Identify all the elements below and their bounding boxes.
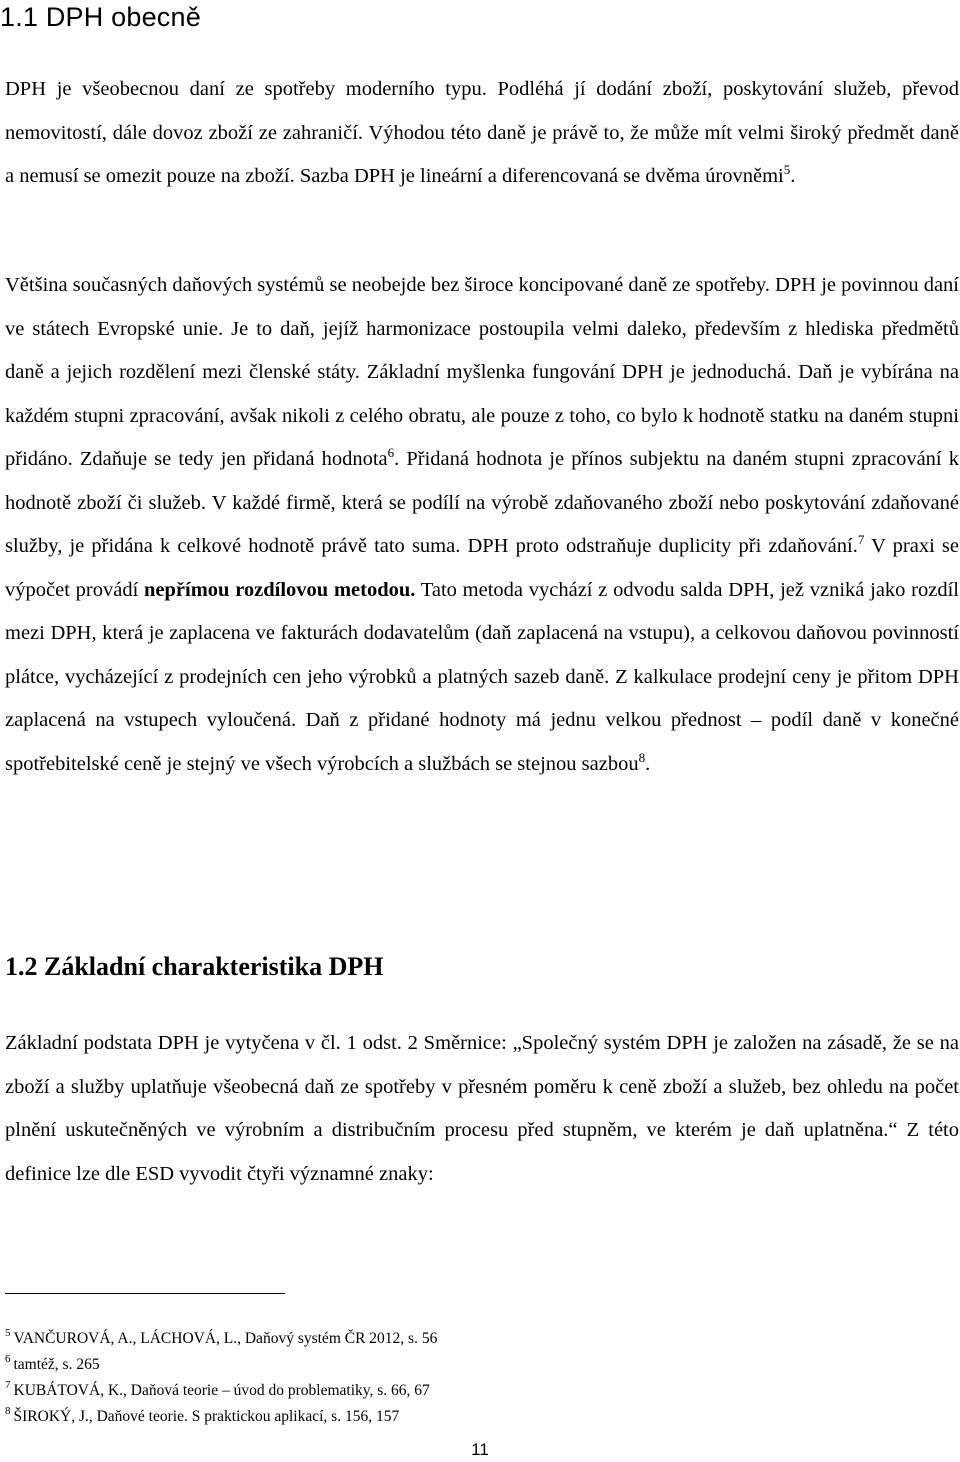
footnote-text: ŠIROKÝ, J., Daňové teorie. S praktickou aplikací, s. 156, 157 — [13, 1408, 400, 1425]
footnote-number: 7 — [5, 1379, 11, 1391]
footnote-8 — [5, 1404, 945, 1430]
footnote-5 — [5, 1326, 945, 1352]
section-heading-1-2: 1.2 Základní charakteristika DPH — [5, 952, 384, 981]
bold-term: nepřímou rozdílovou metodou. — [144, 578, 416, 601]
paragraph-text: . — [790, 165, 796, 187]
paragraph-dph-intro — [5, 68, 959, 199]
paragraph-characteristics: Základní podstata DPH je vytyčena v čl. 1 odst. 2 Směrnice: „Společný systém DPH je založen na zásadě, že se na zboží a služby uplatňuje všeobecná daň ze spotřeby v přesném poměru k ceně zboží a služeb, bez ohledu na počet plnění uskutečněných ve výrobním a distribučním procesu před stupněm, ve kterém je daň uplatněna.“ Z této definice lze dle ESD vyvodit čtyři významné znaky: — [5, 1032, 959, 1185]
paragraph-dph-system — [5, 264, 959, 786]
paragraph-text: V praxi se výpočet provádí — [5, 535, 959, 601]
paragraph-text: . Přidaná hodnota je přínos subjektu na daném stupni zpracování k hodnotě zboží či služeb. V každé firmě, která se podílí na výrobě zdaňovaného zboží nebo poskytování zdaňované služby, je přidána k celkové hodnotě právě tato suma. DPH proto odstraňuje duplicity při zdaňování. — [5, 448, 959, 557]
footnotes — [5, 1326, 945, 1430]
paragraph-text: Většina současných daňových systémů se neobejde bez široce koncipované daně ze spotřeby. DPH je povinnou daní ve státech Evropské unie. Je to daň, jejíž harmonizace postoupila velmi daleko, především z hlediska předmětů daně a jejich rozdělení mezi členské státy. Základní myšlenka fungování DPH je jednoduchá. Daň je vybírána na každém stupni zpracování, avšak nikoli z celého obratu, ale pouze z toho, co bylo k hodnotě statku na daném stupni přidáno. Zdaňuje se tedy jen přidaná hodnota — [5, 274, 959, 470]
footnote-ref-8[interactable]: 8 — [638, 749, 646, 765]
paragraph-text: Tato metoda vychází z odvodu salda DPH, jež vzniká jako rozdíl mezi DPH, která je zaplacena ve fakturách dodavatelům (daň zaplacená na vstupu), a celkovou daňovou povinností plátce, vycházející z prodejních cen jeho výrobků a platných sazeb daně. Z kalkulace prodejní ceny je přitom DPH zaplacená na vstupech vyloučená. Daň z přidané hodnoty má jednu velkou přednost – podíl daně v konečné spotřebitelské ceně je stejný ve všech výrobcích a službách se stejnou sazbou — [5, 578, 959, 775]
paragraph-text: DPH je všeobecnou daní ze spotřeby moderního typu. Podléhá jí dodání zboží, poskytování služeb, převod nemovitostí, dále dovoz zboží ze zahraničí. Výhodou této daně je právě to, že může mít velmi široký předmět daně a nemusí se omezit pouze na zboží. Sazba DPH je lineární a diferencovaná se dvěma úrovněmi — [5, 78, 959, 187]
footnote-text: VANČUROVÁ, A., LÁCHOVÁ, L., Daňový systém ČR 2012, s. 56 — [13, 1330, 438, 1347]
section-heading-1-1: 1.1 DPH obecně — [0, 2, 201, 32]
footnote-number: 5 — [5, 1327, 11, 1339]
footnote-ref-7[interactable]: 7 — [857, 532, 865, 547]
footnote-ref-6[interactable]: 6 — [387, 445, 395, 460]
page-number: 11 — [471, 1440, 489, 1459]
footnote-ref-5[interactable]: 5 — [783, 162, 791, 177]
footnote-text: KUBÁTOVÁ, K., Daňová teorie – úvod do problematiky, s. 66, 67 — [13, 1382, 430, 1399]
footnote-divider — [5, 1293, 285, 1294]
footnote-number: 6 — [5, 1353, 11, 1365]
footnote-6 — [5, 1352, 945, 1378]
footnote-7 — [5, 1378, 945, 1404]
paragraph-text: . — [645, 752, 651, 775]
footnote-number: 8 — [5, 1405, 11, 1417]
footnote-text: tamtéž, s. 265 — [13, 1356, 100, 1373]
